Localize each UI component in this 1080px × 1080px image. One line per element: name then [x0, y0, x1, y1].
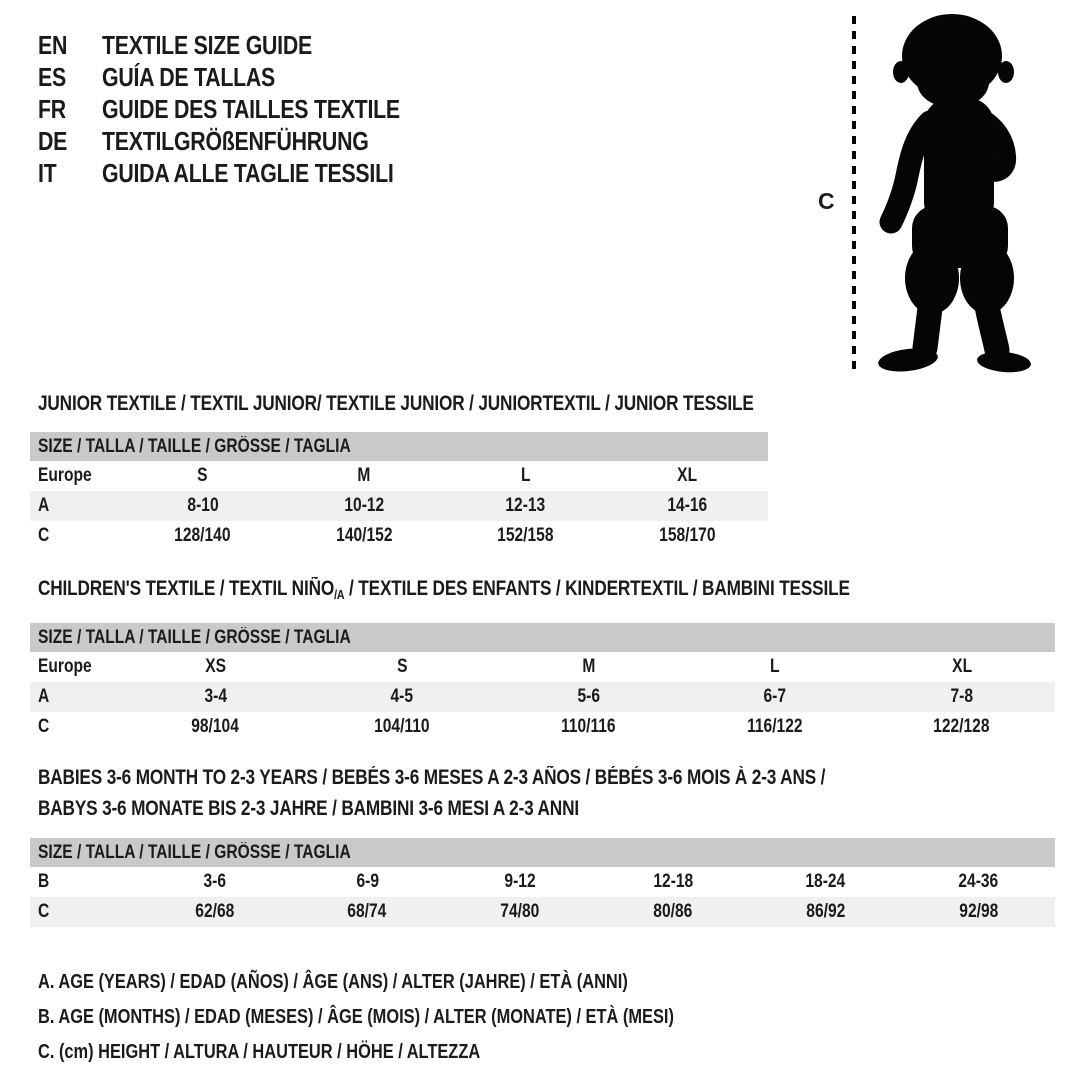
legend-line-age-months: B. AGE (MONTHS) / EDAD (MESES) / ÂGE (MOIS) / ALTER (MONATE) / ETÀ (MESI): [38, 1006, 674, 1028]
table-cell: 62/68: [194, 901, 234, 922]
table-cell: 9-12: [504, 871, 536, 892]
nino-a-subscript: /A: [334, 587, 345, 602]
table-cell: 92/98: [959, 901, 999, 922]
row-label: B: [38, 871, 50, 892]
section-junior-textile: [0, 391, 1080, 551]
legend-line-height: C. (cm) HEIGHT / ALTURA / HAUTEUR / HÖHE / ALTEZZA: [38, 1041, 481, 1063]
height-measure-figure: [780, 8, 1042, 380]
measurement-legend: [38, 965, 1080, 1070]
table-cell: 6-7: [763, 686, 787, 707]
table-cell: 7-8: [950, 686, 973, 707]
table-cell: 110/116: [561, 716, 616, 737]
table-cell: 12-18: [652, 871, 693, 892]
table-cell: M: [581, 656, 595, 677]
table-cell: 98/104: [191, 716, 240, 737]
table-cell: 5-6: [577, 686, 600, 707]
legend-line-age-years: A. AGE (YEARS) / EDAD (AÑOS) / ÂGE (ANS) / ALTER (JAHRE) / ETÀ (ANNI): [38, 971, 628, 993]
table-row-europe: [30, 652, 1055, 682]
table-cell: 68/74: [347, 901, 387, 922]
language-code-it: IT: [38, 158, 57, 188]
baby-silhouette-icon: [868, 10, 1038, 375]
section-title-babies: BABIES 3-6 MONTH TO 2-3 YEARS / BEBÉS 3-6 MESES A 2-3 AÑOS / BÉBÉS 3-6 MOIS À 2-3 ANS / BABYS 3-6 MONATE BIS 2-3 JAHRE / BAMBINI 3-6 MESI A 2-3 ANNI: [38, 766, 826, 820]
language-code-es: ES: [38, 62, 66, 92]
section-babies-textile: [0, 762, 1080, 927]
table-cell: 8-10: [187, 495, 219, 516]
table-row-height: [30, 712, 1055, 742]
table-cell: 12-13: [505, 495, 546, 516]
table-cell: 152/158: [497, 525, 554, 546]
table-cell: XL: [951, 656, 972, 677]
children-size-table: [30, 623, 1055, 742]
table-cell: 80/86: [653, 901, 693, 922]
table-cell: 10-12: [344, 495, 385, 516]
junior-size-table: [30, 432, 768, 551]
row-label: C: [38, 716, 50, 737]
table-cell: 6-9: [355, 871, 379, 892]
row-label: C: [38, 525, 50, 546]
row-label: Europe: [38, 465, 92, 486]
table-cell: S: [396, 656, 408, 677]
table-cell: L: [520, 465, 531, 486]
section-title-children: CHILDREN'S TEXTILE / TEXTIL $NIÑO_{/A}$ / TEXTILE DES ENFANTS / KINDERTEXTIL / BAMBINI TESSILE: [38, 577, 850, 602]
table-cell: 14-16: [667, 495, 708, 516]
table-cell: L: [770, 656, 780, 677]
language-code-en: EN: [38, 30, 68, 60]
table-cell: 116/122: [747, 716, 803, 737]
table-cell: S: [197, 465, 208, 486]
table-cell: XL: [677, 465, 698, 486]
guide-title-fr: GUIDE DES TAILLES TEXTILE: [102, 94, 400, 124]
height-measure-label: C: [818, 188, 835, 214]
table-cell: 4-5: [390, 686, 414, 707]
table-row-europe: [30, 461, 768, 491]
table-cell: M: [357, 465, 371, 486]
language-code-de: DE: [38, 126, 68, 156]
table-cell: 158/170: [659, 525, 716, 546]
table-row-height: [30, 521, 768, 551]
table-row-height: [30, 897, 1055, 927]
table-row-age-years: [30, 491, 768, 521]
guide-title-de: TEXTILGRÖßENFÜHRUNG: [102, 126, 369, 156]
table-cell: 3-6: [203, 871, 226, 892]
table-cell: 86/92: [806, 901, 846, 922]
section-childrens-textile: [0, 576, 1080, 742]
table-row-age-years: [30, 682, 1055, 712]
row-label: C: [38, 901, 50, 922]
height-dotted-line: [852, 16, 856, 372]
row-label: A: [38, 686, 50, 707]
babies-size-table: [30, 838, 1055, 927]
size-table-header: SIZE / TALLA / TAILLE / GRÖSSE / TAGLIA: [30, 432, 768, 461]
table-cell: 140/152: [336, 525, 393, 546]
table-cell: 122/128: [933, 716, 990, 737]
table-cell: 18-24: [805, 871, 846, 892]
table-row-age-months: [30, 867, 1055, 897]
row-label: A: [38, 495, 50, 516]
guide-title-en: TEXTILE SIZE GUIDE: [102, 30, 312, 60]
table-cell: 24-36: [958, 871, 999, 892]
language-code-fr: FR: [38, 94, 66, 124]
guide-title-es: GUÍA DE TALLAS: [102, 62, 276, 92]
size-table-header: SIZE / TALLA / TAILLE / GRÖSSE / TAGLIA: [30, 623, 1055, 652]
table-cell: 74/80: [500, 901, 540, 922]
table-cell: 104/110: [374, 716, 430, 737]
section-title-junior: JUNIOR TEXTILE / TEXTIL JUNIOR/ TEXTILE JUNIOR / JUNIORTEXTIL / JUNIOR TESSILE: [38, 392, 754, 415]
size-table-header: SIZE / TALLA / TAILLE / GRÖSSE / TAGLIA: [30, 838, 1055, 867]
table-cell: 128/140: [174, 525, 231, 546]
table-cell: XS: [204, 656, 226, 677]
guide-title-it: GUIDA ALLE TAGLIE TESSILI: [102, 158, 394, 188]
table-cell: 3-4: [204, 686, 227, 707]
row-label: Europe: [38, 656, 92, 677]
